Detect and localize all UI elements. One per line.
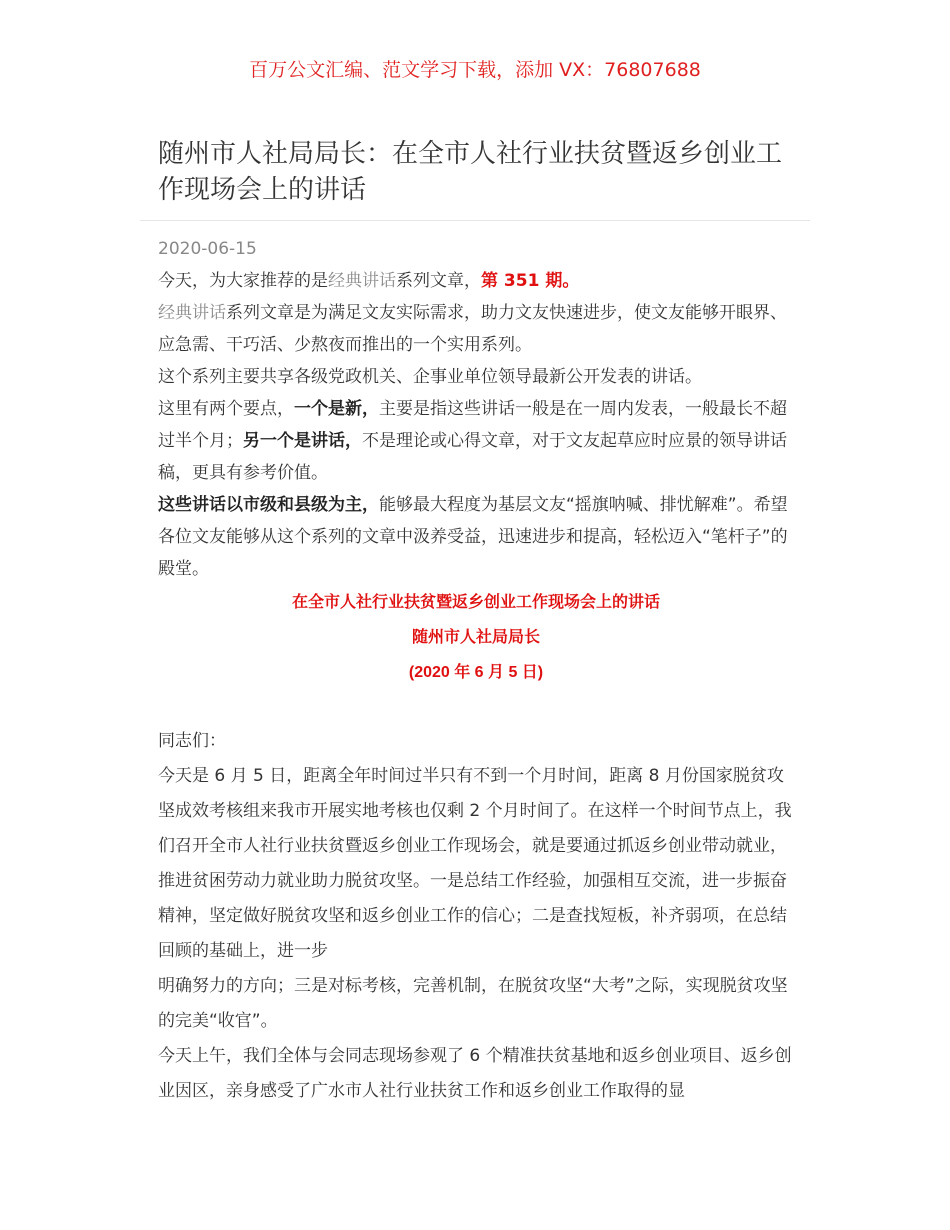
intro-text: 系列文章， — [396, 271, 481, 291]
speech-greeting: 同志们： — [158, 731, 226, 751]
speech-paragraph: 今天上午，我们全体与会同志现场参观了 6 个精准扶贫基地和返乡创业项目、返乡创业因区，亲身感受了广水市人社行业扶贫工作和返乡创业工作取得的显 — [158, 1046, 792, 1101]
key-point-3: 这些讲话以市级和县级为主， — [158, 495, 379, 515]
intro-text: 这里有两个要点， — [158, 399, 294, 419]
issue-number: 第 351 期。 — [481, 271, 580, 291]
article-body — [158, 265, 794, 1109]
intro-text: 主要是指这些讲话一般是在一周内发表，一般最长不超过半个月； — [158, 399, 787, 451]
speech-date: (2020 年 6 月 5 日) — [408, 664, 544, 681]
promo-banner: 百万公文汇编、范文学习下载，添加 VX：76807688 — [249, 59, 701, 81]
intro-paragraph-1 — [158, 265, 794, 297]
intro-text: 系列文章是为满足文友实际需求，助力文友快速进步，使文友能够开眼界、应急需、干巧活、少熬夜而推出的一个实用系列。 — [158, 303, 787, 355]
article-date: 2020-06-15 — [158, 239, 257, 259]
speech-paragraph: 明确努力的方向；三是对标考核，完善机制，在脱贫攻坚“大考”之际，实现脱贫攻坚的完美“收官”。 — [158, 976, 788, 1031]
intro-paragraph-5 — [158, 489, 794, 585]
series-name: 经典讲话 — [328, 271, 396, 291]
intro-text: 不是理论或心得文章，对于文友起草应时应景的领导讲话稿，更具有参考价值。 — [158, 431, 787, 483]
key-point-1: 一个是新， — [294, 399, 379, 419]
series-name: 经典讲话 — [158, 303, 226, 323]
intro-text: 今天，为大家推荐的是 — [158, 271, 328, 291]
speech-paragraph: 今天是 6 月 5 日，距离全年时间过半只有不到一个月时间，距离 8 月份国家脱贫攻坚成效考核组来我市开展实地考核也仅剩 2 个月时间了。在这样一个时间节点上，我们召开全市人社行业扶贫暨返乡创业工作现场会，就是要通过抓返乡创业带动就业，推进贫困劳动力就业助力脱贫攻坚。一是总结工作经验，加强相互交流，进一步振奋精神，坚定做好脱贫攻坚和返乡创业工作的信心；二是查找短板，补齐弱项，在总结回顾的基础上，进一步 — [158, 766, 792, 961]
intro-paragraph-3: 这个系列主要共享各级党政机关、企事业单位领导最新公开发表的讲话。 — [158, 367, 702, 387]
speech-heading: 在全市人社行业扶贫暨返乡创业工作现场会上的讲话 — [291, 594, 660, 611]
key-point-2: 另一个是讲话， — [243, 431, 362, 451]
intro-paragraph-2 — [158, 297, 794, 361]
intro-paragraph-4 — [158, 393, 794, 489]
speech-speaker: 随州市人社局局长 — [411, 629, 540, 646]
spacer — [158, 690, 794, 724]
intro-text: 能够最大程度为基层文友“摇旗呐喊、排忧解难”。希望各位文友能够从这个系列的文章中汲养受益，迅速进步和提高，轻松迈入“笔杆子”的殿堂。 — [158, 495, 788, 579]
title-divider — [140, 220, 810, 221]
article-title: 随州市人社局局长：在全市人社行业扶贫暨返乡创业工作现场会上的讲话 — [158, 139, 783, 205]
